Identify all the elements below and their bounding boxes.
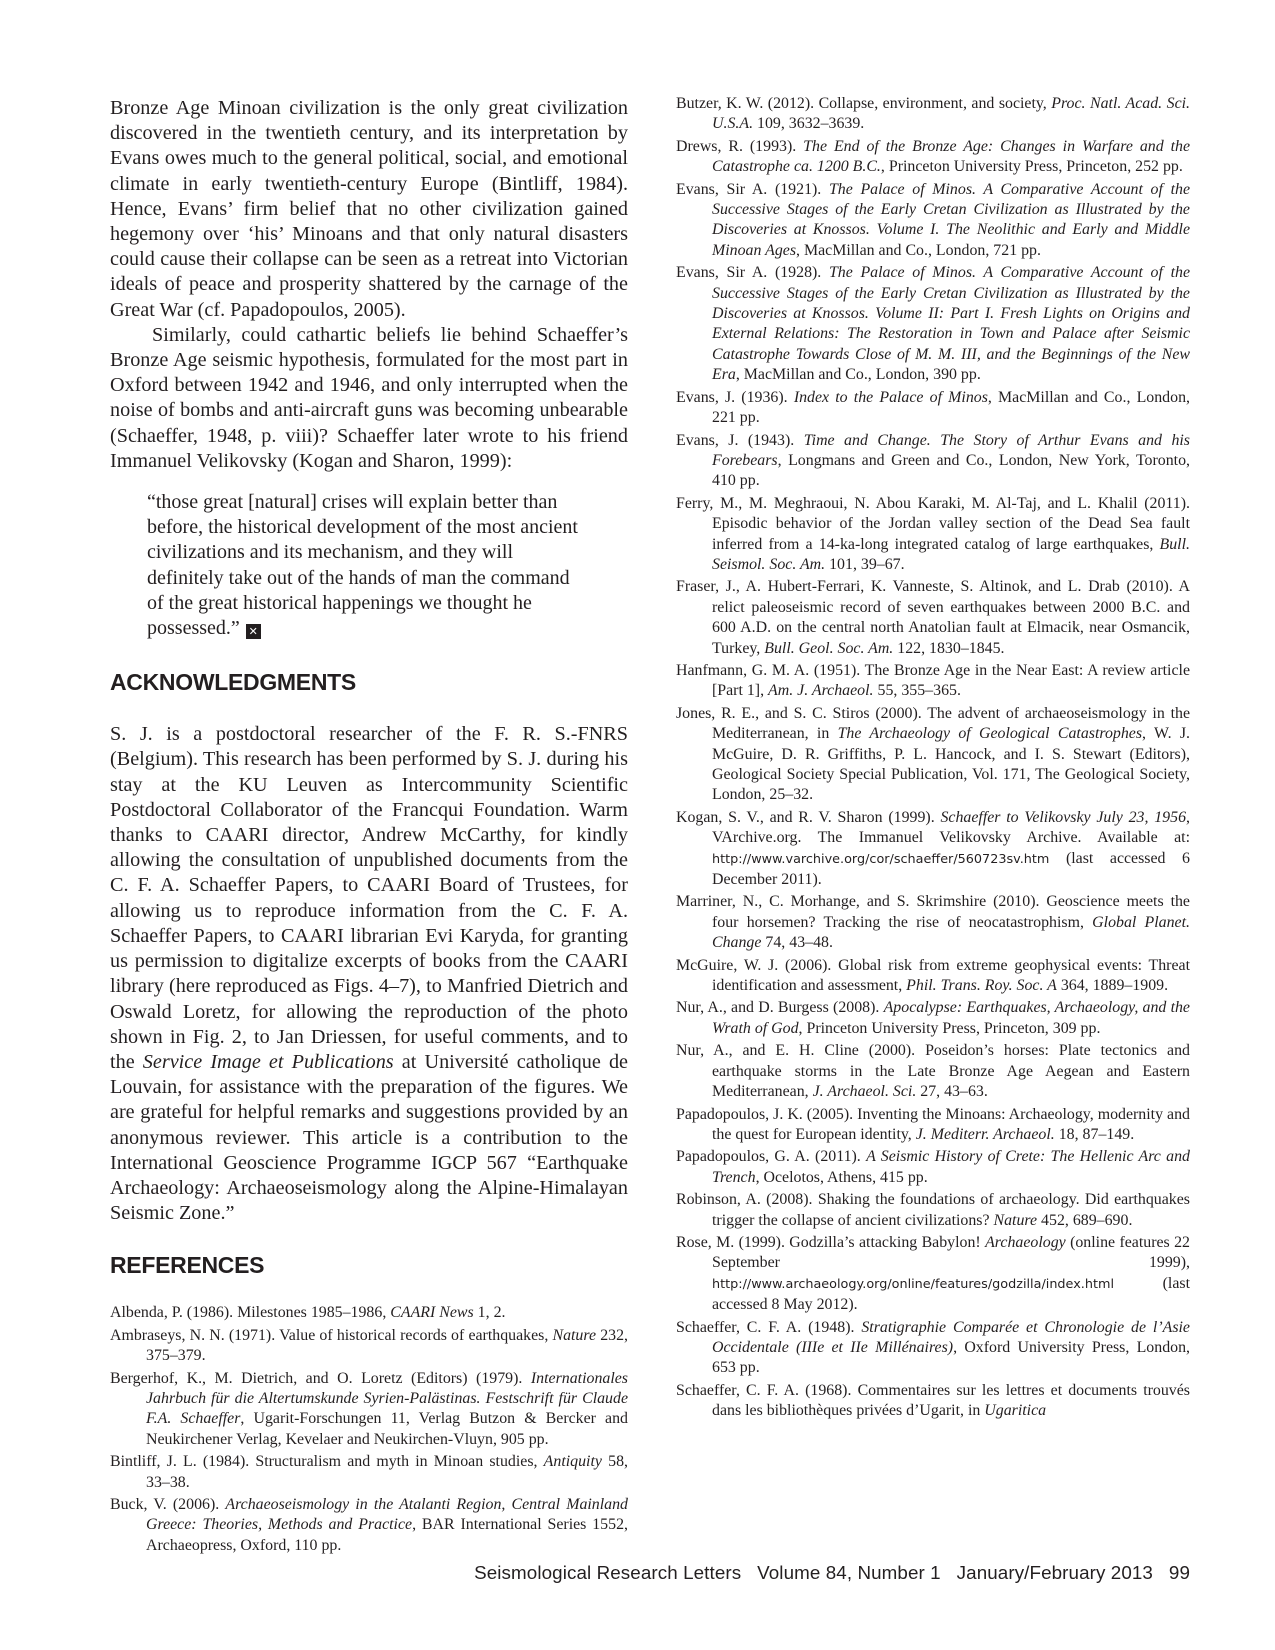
reference-entry (110, 1495, 628, 1556)
reference-title: A Seismic History of Crete: The Hellenic Arc and Trench (712, 1148, 1190, 1186)
reference-text: McGuire, W. J. (2006). Global risk from extreme geophysical events: Threat identification and assessment, (676, 956, 1190, 995)
acknowledgments-heading: ACKNOWLEDGMENTS (110, 669, 356, 696)
reference-text: 109, 3632–3639. (753, 115, 865, 133)
reference-text: 101, 39–67. (825, 555, 905, 573)
reference-text: Ambraseys, N. N. (1971). Value of historical records of earthquakes, (110, 1326, 553, 1344)
reference-text: Evans, J. (1936). (676, 388, 794, 406)
reference-text: Jones, R. E., and S. C. Stiros (2000). The advent of archaeoseismology in the Mediterranean, in (676, 704, 1190, 743)
reference-title: Time and Change. The Story of Arthur Evans and his Forebears (712, 431, 1190, 469)
reference-entry (676, 577, 1190, 659)
reference-text: , BAR International Series 1552, Archaeopress, Oxford, 110 pp. (146, 1516, 628, 1554)
references-list-left (110, 1303, 628, 1556)
reference-title: Global Planet. Change (712, 913, 1190, 952)
reference-text: , Ocelotos, Athens, 415 pp. (755, 1168, 928, 1186)
reference-text: 1, 2. (473, 1304, 506, 1322)
reference-text: 122, 1830–1845. (893, 639, 1005, 657)
reference-text: 74, 43–48. (761, 934, 833, 952)
block-quote (147, 490, 591, 641)
reference-text: Marriner, N., C. Morhange, and S. Skrimshire (2010). Geoscience meets the four horsemen? Tracking the rise of neocatastrophism, (676, 893, 1190, 931)
reference-text: Fraser, J., A. Hubert-Ferrari, K. Vanneste, S. Altinok, and L. Drab (2010). A relict paleoseismic record of seven earthquakes between 2000 B.C. and 600 A.D. on the central north Anatolian fault at Elmacik, near Osmancik, Turkey, (676, 578, 1190, 657)
reference-text: Schaeffer, C. F. A. (1948). (676, 1318, 862, 1336)
reference-text: , W. J. McGuire, D. R. Griffiths, P. L. Hancock, and I. S. Stewart (Editors), Geological Society Special Publication, Vol. 171, The Geological Society, London, 25–32. (712, 725, 1190, 804)
reference-text: 27, 43–63. (916, 1083, 988, 1101)
reference-text: 452, 689–690. (1037, 1211, 1133, 1229)
reference-text: (online features 22 September 1999), (712, 1233, 1190, 1272)
reference-text: (last accessed 6 December 2011). (712, 849, 1190, 889)
reference-title: J. Mediterr. Archaeol. (915, 1125, 1055, 1143)
reference-entry (676, 892, 1190, 953)
reference-entry (676, 494, 1190, 576)
reference-title: Bull. Geol. Soc. Am. (764, 639, 894, 657)
reference-text: Drews, R. (1993). (676, 137, 804, 155)
reference-text: 55, 355–365. (873, 682, 961, 700)
reference-text: Hanfmann, G. M. A. (1951). The Bronze Age in the Near East: A review article [Part 1], (676, 661, 1190, 700)
reference-text: Bintliff, J. L. (1984). Structuralism and myth in Minoan studies, (110, 1453, 544, 1471)
reference-text: 18, 87–149. (1054, 1125, 1135, 1143)
reference-text: Nur, A., and E. H. Cline (2000). Poseidon’s horses: Plate tectonics and earthquake storms in the Late Bronze Age Aegean and Eastern Mediterranean, (676, 1042, 1190, 1101)
reference-entry (110, 1452, 628, 1493)
reference-entry (676, 1381, 1190, 1422)
ack-service-name: Service Image et Publications (142, 1050, 394, 1073)
reference-entry (676, 180, 1190, 262)
reference-text: , MacMillan and Co., London, 390 pp. (735, 366, 981, 384)
reference-text: Robinson, A. (2008). Shaking the foundations of archaeology. Did earthquakes trigger the collapse of ancient civilizations? (676, 1191, 1190, 1229)
reference-text: , Princeton University Press, Princeton, 309 pp. (798, 1019, 1101, 1037)
reference-title: Antiquity (543, 1453, 602, 1471)
reference-title: Bull. Seismol. Soc. Am. (712, 535, 1190, 573)
acknowledgments-text (110, 722, 628, 1226)
reference-entry (110, 1326, 628, 1367)
reference-title: The Archaeology of Geological Catastrophes (837, 725, 1143, 743)
reference-text: , MacMillan and Co., London, 221 pp. (712, 388, 1190, 427)
quote-text: “those great [natural] crises will explain better than before, the historical development of the most ancient civilizations and its mechanism, and they will definitely take out of the hands of man the command of the great historical happenings we thought he possessed.” (147, 491, 578, 640)
reference-title: Stratigraphie Comparée et Chronologie de l’Asie Occidentale (IIIe et IIe Millénaires) (712, 1318, 1190, 1356)
ack-text-tail: at Université catholique de Louvain, for assistance with the preparation of the figures. We are grateful for helpful remarks and suggestions provided by an anonymous reviewer. This article is a contribution to the International Geoscience Programme IGCP 567 “Earthquake Archaeology: Archaeoseismology along the Alpine-Himalayan Seismic Zone.” (110, 1050, 628, 1225)
reference-text: , Oxford University Press, London, 653 pp. (712, 1338, 1190, 1377)
reference-entry (676, 1190, 1190, 1231)
reference-text: Schaeffer, C. F. A. (1968). Commentaires sur les lettres et documents trouvés dans les bibliothèques privées d’Ugarit, in (676, 1381, 1190, 1420)
reference-title: Index to the Palace of Minos (793, 388, 988, 406)
page-footer: Seismological Research Letters Volume 84, Number 1 January/February 2013 99 (474, 1562, 1190, 1583)
reference-title: Proc. Natl. Acad. Sci. U.S.A. (712, 95, 1191, 133)
reference-text: Papadopoulos, J. K. (2005). Inventing the Minoans: Archaeology, modernity and the quest for European identity, (676, 1105, 1190, 1143)
reference-text: Bergerhof, K., M. Dietrich, and O. Loretz (Editors) (1979). (110, 1369, 531, 1387)
reference-entry (110, 1369, 628, 1451)
reference-text: Ferry, M., M. Meghraoui, N. Abou Karaki, M. Al-Taj, and L. Khalil (2011). Episodic behavior of the Jordan valley section of the Dead Sea fault inferred from a 14-ka-long integrated catalog of large earthquakes, (676, 494, 1190, 553)
reference-entry (676, 1041, 1190, 1102)
reference-title: Apocalypse: Earthquakes, Archaeology, and the Wrath of God (712, 999, 1190, 1037)
reference-entry (676, 388, 1190, 429)
reference-title: Archaeoseismology in the Atalanti Region, Central Mainland Greece: Theories, Methods and Practice (146, 1495, 629, 1534)
reference-text: Buck, V. (2006). (110, 1495, 226, 1513)
reference-text: Kogan, S. V., and R. V. Sharon (1999). (676, 808, 941, 826)
reference-text: 232, 375–379. (146, 1326, 629, 1365)
reference-entry (676, 661, 1190, 702)
reference-title: Phil. Trans. Roy. Soc. A (906, 977, 1057, 995)
end-of-article-icon: ✕ (246, 624, 261, 639)
references-heading: REFERENCES (110, 1252, 265, 1279)
reference-entry (676, 808, 1190, 891)
reference-text: , VArchive.org. The Immanuel Velikovsky Archive. Available at: (712, 808, 1191, 847)
reference-text: , Ugarit-Forschungen 11, Verlag Butzon & Bercker and Neukirchener Verlag, Kevelaer and Neukirchen-Vluyn, 905 pp. (146, 1410, 628, 1448)
reference-entry (676, 704, 1190, 806)
reference-entry (676, 998, 1190, 1039)
reference-entry (110, 1303, 628, 1323)
reference-text: , Princeton University Press, Princeton, 252 pp. (880, 158, 1183, 176)
reference-text: Albenda, P. (1986). Milestones 1985–1986, (110, 1304, 391, 1322)
reference-entry (676, 94, 1190, 135)
reference-text: 364, 1889–1909. (1056, 977, 1169, 995)
left-column (110, 96, 628, 1558)
reference-text: (last accessed 8 May 2012). (712, 1274, 1190, 1314)
reference-text: Evans, J. (1943). (676, 431, 804, 449)
right-column (676, 94, 1190, 1424)
reference-entry (676, 956, 1190, 997)
reference-entry (676, 1318, 1190, 1379)
reference-title: J. Archaeol. Sci. (812, 1083, 917, 1101)
reference-title: Ugaritica (984, 1402, 1047, 1420)
reference-text: Rose, M. (1999). Godzilla’s attacking Babylon! (676, 1233, 986, 1251)
reference-title: Nature (993, 1211, 1038, 1229)
reference-url: http://www.varchive.org/cor/schaeffer/560723sv.htm (712, 851, 1050, 867)
reference-text: , Longmans and Green and Co., London, New York, Toronto, 410 pp. (712, 451, 1190, 490)
reference-entry (676, 263, 1190, 385)
ack-text-main: S. J. is a postdoctoral researcher of the F. R. S.-FNRS (Belgium). This research has been performed by S. J. during his stay at the KU Leuven as Intercommunity Scientific Postdoctoral Collaborator of the Francqui Foundation. Warm thanks to CAARI director, Andrew McCarthy, for kindly allowing the consultation of unpublished documents from the C. F. A. Schaeffer Papers, to CAARI Board of Trustees, for allowing us to reproduce information from the C. F. A. Schaeffer Papers, to CAARI librarian Evi Karyda, for granting us permission to digitalize excerpts of books from the CAARI library (here reproduced as Figs. 4–7), to Manfried Dietrich and Oswald Loretz, for allowing the reproduction of the photo shown in Fig. 2, to Jan Driessen, for useful comments, and to the (110, 723, 628, 1073)
references-list-right (676, 94, 1190, 1422)
reference-entry (676, 1147, 1190, 1188)
reference-title: Internationales Jahrbuch für die Altertumskunde Syrien-Palästinas. Festschrift für Claude F.A. Schaeffer (146, 1369, 628, 1428)
reference-url: http://www.archaeology.org/online/features/godzilla/index.html (712, 1276, 1114, 1292)
reference-title: The End of the Bronze Age: Changes in Warfare and the Catastrophe ca. 1200 B.C. (712, 137, 1190, 176)
reference-title: Schaeffer to Velikovsky July 23, 1956 (940, 808, 1187, 826)
reference-title: The Palace of Minos. A Comparative Account of the Successive Stages of the Early Cretan Civilization as Illustrated by the Discoveries at Knossos. Volume I. The Neolithic and Early and Middle Minoan Ages (712, 180, 1190, 259)
reference-title: Nature (552, 1326, 597, 1344)
paragraph-schaeffer: Similarly, could cathartic beliefs lie behind Schaeffer’s Bronze Age seismic hypothesis, formulated for the most part in Oxford between 1942 and 1946, and only interrupted when the noise of bombs and anti-aircraft guns was becoming unbearable (Schaeffer, 1948, p. viii)? Schaeffer later wrote to his friend Immanuel Velikovsky (Kogan and Sharon, 1999): (110, 323, 628, 472)
reference-title: Archaeology (985, 1233, 1066, 1251)
reference-text: Evans, Sir A. (1921). (676, 180, 829, 198)
reference-title: The Palace of Minos. A Comparative Account of the Successive Stages of the Early Cretan Civilization as Illustrated by the Discoveries at Knossos. Volume II: Part I. Fresh Lights on Origins and External Relations: The Restoration in Town and Palace after Seismic Catastrophe Towards Close of M. M. III, and the Beginnings of the New Era (712, 264, 1190, 384)
reference-title: CAARI News (390, 1304, 474, 1322)
reference-entry (676, 137, 1190, 178)
reference-text: 58, 33–38. (146, 1453, 628, 1491)
reference-entry (676, 1105, 1190, 1146)
reference-entry (676, 431, 1190, 492)
reference-text: Nur, A., and D. Burgess (2008). (676, 999, 884, 1017)
reference-text: Papadopoulos, G. A. (2011). (676, 1148, 867, 1166)
reference-entry (676, 1233, 1190, 1316)
reference-title: Am. J. Archaeol. (768, 682, 874, 700)
paragraph-minoan: Bronze Age Minoan civilization is the only great civilization discovered in the twentieth century, and its interpretation by Evans owes much to the general political, social, and emotional climate in early twentieth-century Europe (Bintliff, 1984). Hence, Evans’ firm belief that no other civilization gained hegemony over ‘his’ Minoans and that only natural disasters could cause their collapse can be seen as a retreat into Victorian ideals of peace and prosperity shattered by the carnage of the Great War (cf. Papadopoulos, 2005). (110, 97, 628, 321)
reference-text: , MacMillan and Co., London, 721 pp. (796, 241, 1041, 259)
reference-text: Evans, Sir A. (1928). (676, 264, 829, 282)
reference-text: Butzer, K. W. (2012). Collapse, environment, and society, (676, 95, 1052, 112)
